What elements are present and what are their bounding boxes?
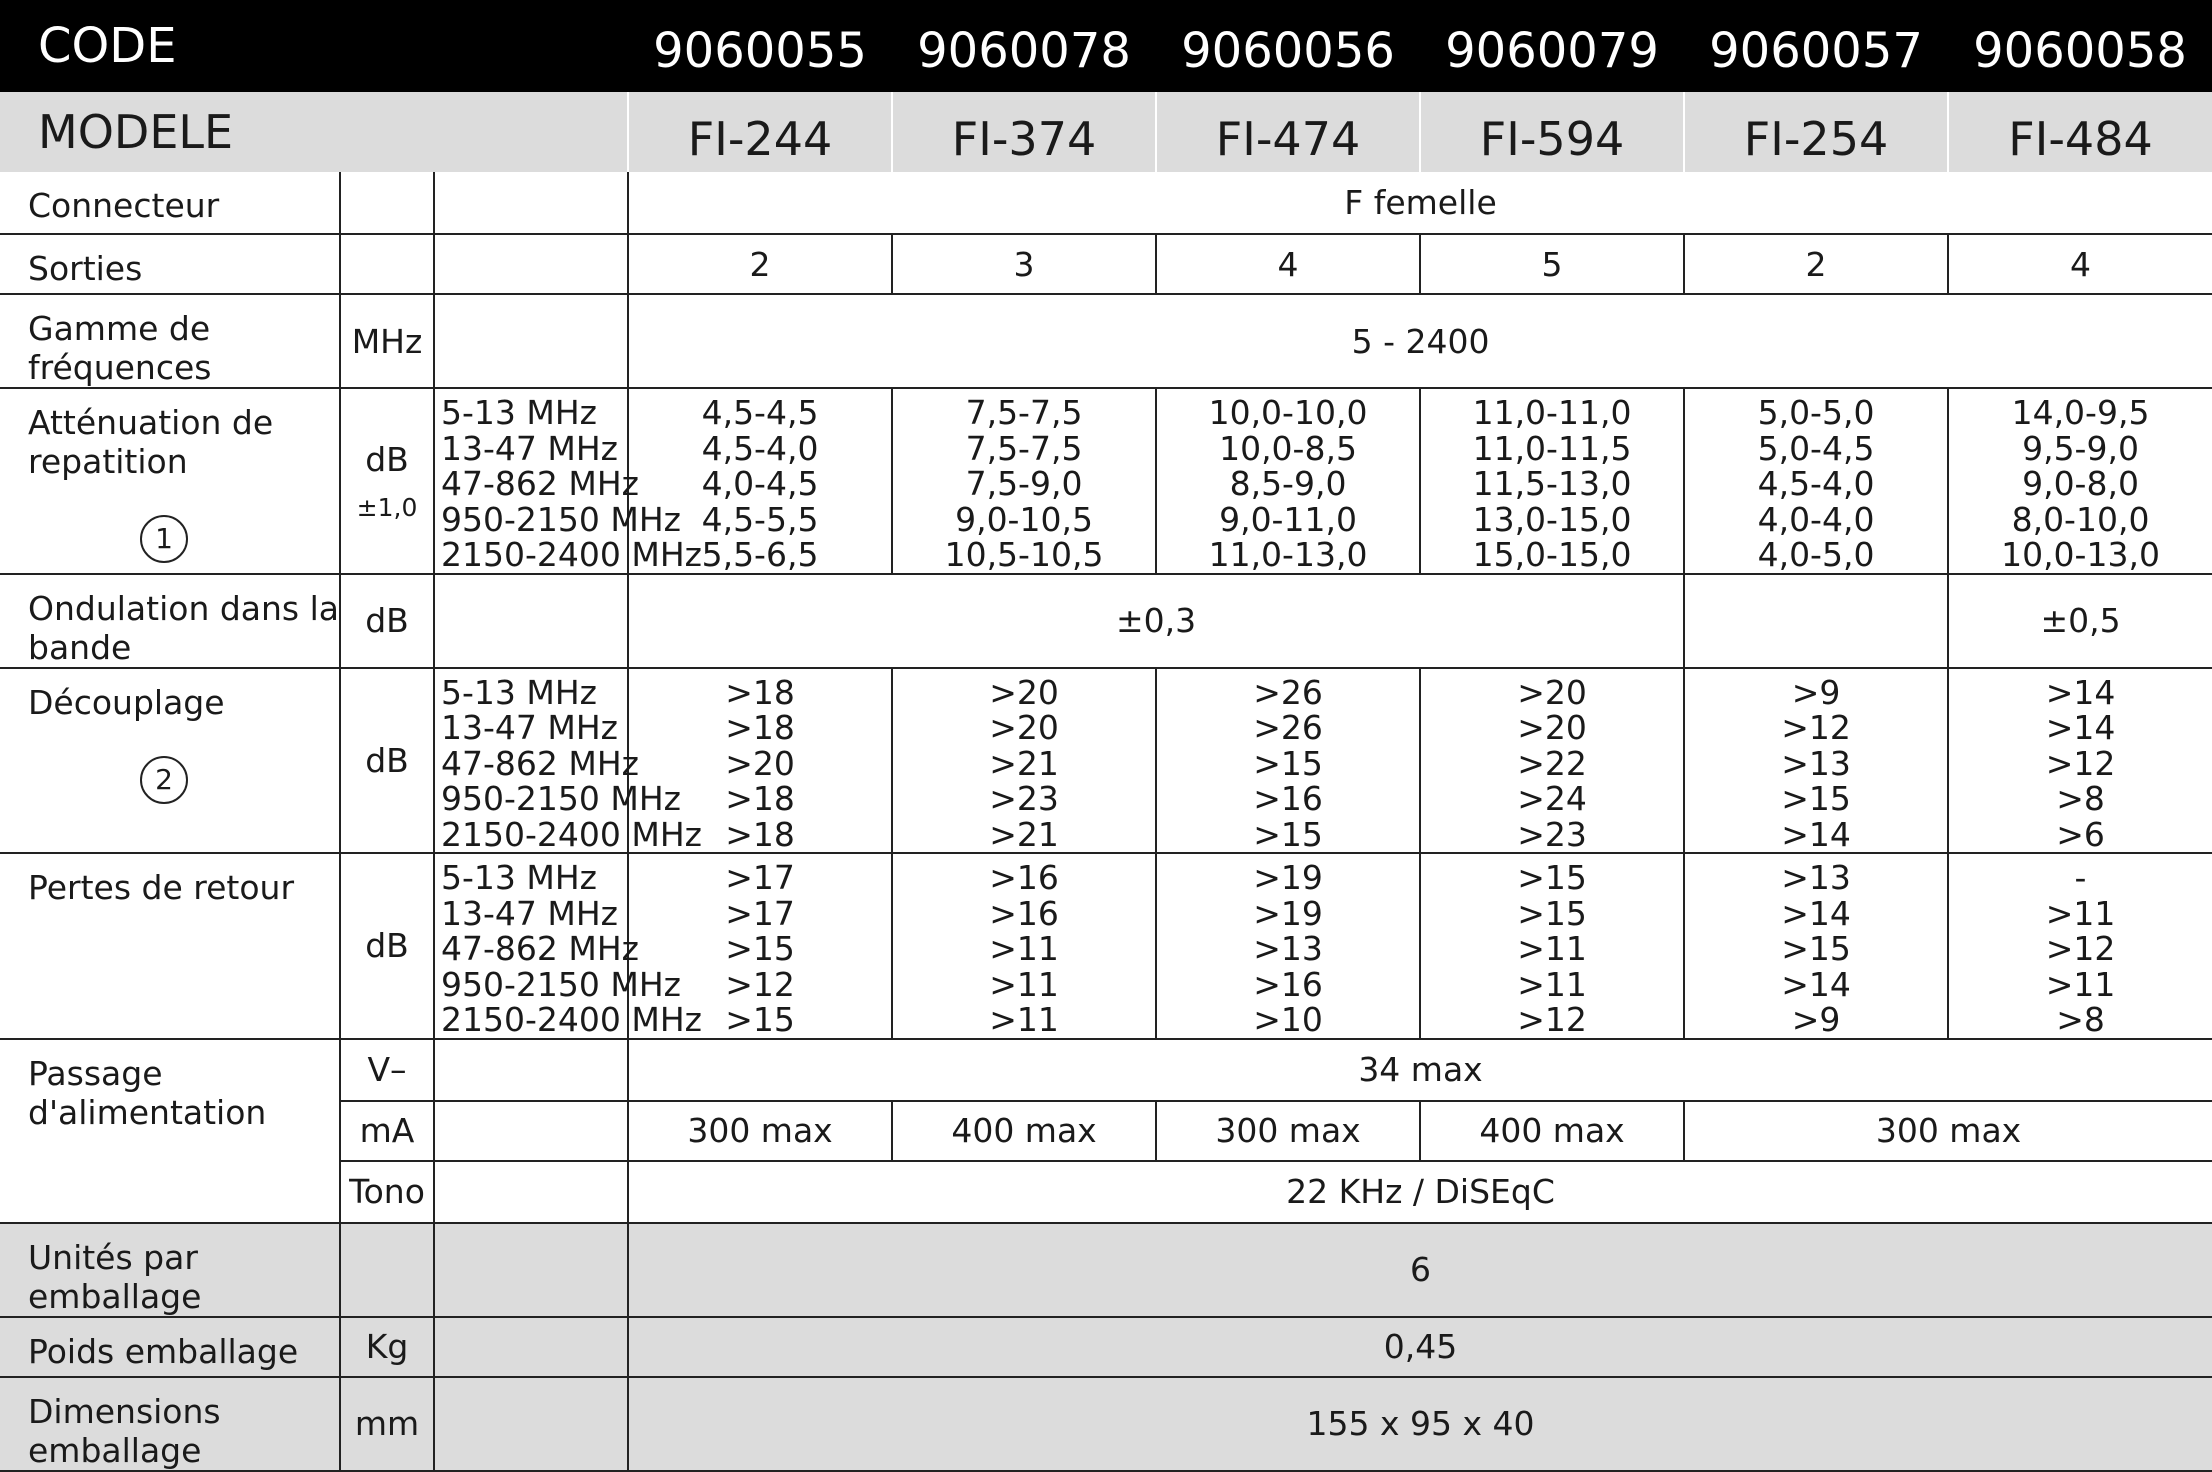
sorties-value: 4	[1948, 234, 2212, 294]
spec-value: >11	[989, 929, 1059, 968]
spec-value: >9	[1791, 1000, 1841, 1039]
decouplage-col	[1684, 668, 1948, 854]
pertes-col	[1156, 853, 1420, 1039]
model-value: FI-484	[1948, 92, 2212, 172]
attenuation-unit: dB	[365, 439, 409, 479]
spec-value: >15	[1517, 858, 1587, 897]
current-value: 400 max	[1420, 1101, 1684, 1161]
freq-band-label: 950-2150 MHz	[441, 499, 681, 539]
code-row	[0, 0, 2212, 92]
freq-band-label: 47-862 MHz	[441, 929, 639, 968]
spec-value: >15	[1253, 743, 1323, 783]
spec-value: >23	[989, 779, 1059, 818]
spec-value: 4,5-4,5	[701, 393, 819, 432]
row-gamme	[0, 294, 2212, 388]
spec-value: >10	[1253, 1000, 1323, 1039]
spec-value: >23	[1517, 814, 1587, 854]
spec-value: >11	[2045, 893, 2116, 933]
spec-value: 7,5-7,5	[965, 393, 1083, 432]
spec-value: >16	[989, 893, 1059, 933]
unit-cell: dB	[340, 574, 434, 668]
model-value: FI-474	[1156, 92, 1420, 172]
decouplage-label: Découplage	[28, 682, 225, 722]
spec-value: >18	[725, 779, 795, 818]
sorties-value: 4	[1156, 234, 1420, 294]
sorties-value: 2	[628, 234, 892, 294]
spec-value: >18	[725, 672, 795, 712]
connecteur-value: F femelle	[628, 172, 2212, 234]
poids-value: 0,45	[628, 1317, 2212, 1377]
spec-value: 7,5-9,0	[965, 464, 1083, 503]
freq-band-label: 950-2150 MHz	[441, 964, 681, 1004]
current-value: 300 max	[628, 1101, 892, 1161]
spec-value: >16	[1253, 779, 1323, 818]
spec-value: >20	[725, 743, 795, 783]
freq-band-label: 5-13 MHz	[441, 393, 597, 432]
sub-cell	[434, 294, 628, 388]
freq-bands	[434, 668, 702, 854]
spec-value: >19	[1253, 858, 1323, 897]
decouplage-col	[1948, 668, 2212, 854]
spec-value: 11,0-11,5	[1472, 428, 1632, 468]
unit-cell: dB	[340, 853, 434, 1039]
spec-value: 11,5-13,0	[1472, 464, 1632, 503]
spec-value: >6	[2056, 814, 2105, 854]
decouplage-col	[892, 668, 1156, 854]
sub-cell	[434, 1317, 628, 1377]
spec-value: >14	[1781, 964, 1851, 1004]
sub-cell	[434, 1223, 628, 1317]
sorties-value: 5	[1420, 234, 1684, 294]
spec-value: 10,0-13,0	[2001, 535, 2160, 574]
spec-value: 15,0-15,0	[1472, 535, 1632, 574]
spec-value: 4,5-4,0	[701, 428, 819, 468]
spec-value: 9,5-9,0	[2022, 428, 2139, 468]
row-label: Pertes de retour	[0, 853, 340, 1039]
spec-value: 4,5-4,0	[1757, 464, 1875, 503]
spec-value: >16	[1253, 964, 1323, 1004]
freq-band-label: 2150-2400 MHz	[441, 814, 702, 854]
freq-band-label: 950-2150 MHz	[441, 779, 681, 818]
unit-cell: Kg	[340, 1317, 434, 1377]
spec-value: >15	[725, 929, 795, 968]
spec-value: 8,5-9,0	[1229, 464, 1347, 503]
spec-value: 10,0-8,5	[1219, 428, 1357, 468]
ondulation-value: ±0,5	[1948, 574, 2212, 668]
decouplage-col	[1156, 668, 1420, 854]
spec-value: >17	[725, 858, 795, 897]
row-label: Poids emballage	[0, 1317, 340, 1377]
freq-band-label: 5-13 MHz	[441, 858, 597, 897]
spec-value: >11	[1517, 964, 1587, 1004]
spec-value: >13	[1781, 743, 1851, 783]
pertes-col	[1948, 853, 2212, 1039]
freq-band-label: 13-47 MHz	[441, 893, 618, 933]
row-label: Connecteur	[0, 172, 340, 234]
freq-band-label: 5-13 MHz	[441, 672, 597, 712]
sub-cell	[434, 1377, 628, 1471]
unit-cell: mA	[340, 1101, 434, 1161]
spec-value: 10,5-10,5	[944, 535, 1104, 574]
row-label: Gamme de fréquences	[0, 294, 340, 388]
spec-value: >20	[1517, 708, 1587, 747]
row-ondulation	[0, 574, 2212, 668]
decouplage-col	[1420, 668, 1684, 854]
freq-band-label: 13-47 MHz	[441, 708, 618, 747]
voltage-value: 34 max	[628, 1039, 2212, 1101]
sorties-value: 3	[892, 234, 1156, 294]
spec-value: >18	[725, 708, 795, 747]
sub-cell	[434, 1039, 628, 1101]
spec-value: >11	[1517, 929, 1587, 968]
attenuation-col	[892, 388, 1156, 574]
row-label: Sorties	[0, 234, 340, 294]
attenuation-col	[1948, 388, 2212, 574]
spec-value: >13	[1253, 929, 1323, 968]
spec-value: >12	[2045, 929, 2116, 968]
row-label: Unités par emballage	[0, 1223, 340, 1317]
spec-value: 4,0-4,0	[1757, 499, 1875, 539]
attenuation-label: Atténuation de repatition	[28, 403, 274, 481]
row-sorties	[0, 234, 2212, 294]
sub-cell	[434, 574, 628, 668]
unit-cell: dB	[340, 668, 434, 854]
spec-value: >8	[2056, 1000, 2105, 1039]
unit-cell	[340, 234, 434, 294]
spec-value: >11	[989, 964, 1059, 1004]
row-alimentation-v	[0, 1039, 2212, 1101]
dimensions-value: 155 x 95 x 40	[628, 1377, 2212, 1471]
freq-band-label: 47-862 MHz	[441, 464, 639, 503]
spec-value: >13	[1781, 858, 1851, 897]
spec-value: >12	[725, 964, 795, 1004]
spec-value: >21	[989, 814, 1059, 854]
unit-cell: MHz	[340, 294, 434, 388]
attenuation-col	[1420, 388, 1684, 574]
spec-value: >22	[1517, 743, 1587, 783]
sub-cell	[434, 1101, 628, 1161]
row-decouplage	[0, 668, 2212, 854]
unit-cell: Tono	[340, 1161, 434, 1223]
spec-value: 10,0-10,0	[1208, 393, 1368, 432]
row-poids	[0, 1317, 2212, 1377]
spec-value: >24	[1517, 779, 1587, 818]
spec-value: >11	[2045, 964, 2116, 1004]
row-label: Ondulation dans la bande	[0, 574, 340, 668]
spec-value: >8	[2056, 779, 2105, 818]
attenuation-col	[1156, 388, 1420, 574]
spec-value: >15	[1517, 893, 1587, 933]
row-label: Dimensions emballage	[0, 1377, 340, 1471]
spec-value: 14,0-9,5	[2011, 393, 2150, 432]
gamme-value: 5 - 2400	[628, 294, 2212, 388]
attenuation-tolerance: ±1,0	[356, 492, 418, 522]
freq-band-label: 13-47 MHz	[441, 428, 618, 468]
code-value: 9060055	[628, 0, 892, 92]
unit-cell	[340, 172, 434, 234]
attenuation-col	[1684, 388, 1948, 574]
spec-value: >15	[1781, 929, 1851, 968]
spec-value: 11,0-13,0	[1208, 535, 1368, 574]
spec-value: >26	[1253, 708, 1323, 747]
row-attenuation	[0, 388, 2212, 574]
spec-value: >12	[2045, 743, 2116, 783]
model-value: FI-594	[1420, 92, 1684, 172]
sub-cell	[434, 234, 628, 294]
freq-band-label: 2150-2400 MHz	[441, 535, 702, 574]
code-value: 9060057	[1684, 0, 1948, 92]
spec-value: 8,0-10,0	[2011, 499, 2150, 539]
model-value: FI-374	[892, 92, 1156, 172]
row-connecteur	[0, 172, 2212, 234]
model-label: MODELE	[0, 92, 628, 172]
spec-value: >11	[989, 1000, 1059, 1039]
spec-value: 5,0-4,5	[1757, 428, 1875, 468]
row-pertes	[0, 853, 2212, 1039]
freq-bands	[434, 853, 702, 1039]
spec-value: >18	[725, 814, 795, 854]
spec-value: 5,5-6,5	[701, 535, 819, 574]
model-value: FI-244	[628, 92, 892, 172]
spec-value: >19	[1253, 893, 1323, 933]
spec-value: 7,5-7,5	[965, 428, 1083, 468]
spec-value: 11,0-11,0	[1472, 393, 1632, 432]
model-value: FI-254	[1684, 92, 1948, 172]
current-value: 300 max	[1684, 1101, 2212, 1161]
unit-cell: V–	[340, 1039, 434, 1101]
spec-value: 4,0-5,0	[1757, 535, 1875, 574]
code-value: 9060078	[892, 0, 1156, 92]
spec-value: >20	[989, 672, 1059, 712]
unit-cell	[340, 1223, 434, 1317]
spec-value: 4,0-4,5	[701, 464, 819, 503]
sub-cell	[434, 172, 628, 234]
code-value: 9060056	[1156, 0, 1420, 92]
spec-value: >21	[989, 743, 1059, 783]
spec-value: >20	[1517, 672, 1587, 712]
row-dimensions	[0, 1377, 2212, 1471]
spec-value: >14	[1781, 814, 1851, 854]
spec-value: >14	[2045, 708, 2116, 747]
spec-value: >12	[1781, 708, 1851, 747]
row-label	[0, 388, 340, 574]
note-2-badge: 2	[140, 756, 188, 804]
row-unites	[0, 1223, 2212, 1317]
spec-value: >14	[2045, 672, 2116, 712]
spec-value: >15	[725, 1000, 795, 1039]
freq-band-label: 2150-2400 MHz	[441, 1000, 702, 1039]
spec-value: >26	[1253, 672, 1323, 712]
note-1-badge: 1	[140, 515, 188, 563]
tono-value: 22 KHz / DiSEqC	[628, 1161, 2212, 1223]
spec-value: >12	[1517, 1000, 1587, 1039]
sorties-value: 2	[1684, 234, 1948, 294]
model-row	[0, 92, 2212, 172]
spec-value: >16	[989, 858, 1059, 897]
spec-value: >15	[1781, 779, 1851, 818]
spec-value: >20	[989, 708, 1059, 747]
spec-value: 9,0-8,0	[2022, 464, 2139, 503]
current-value: 400 max	[892, 1101, 1156, 1161]
spec-value: 9,0-11,0	[1219, 499, 1357, 539]
code-label: CODE	[0, 0, 628, 92]
unit-cell: mm	[340, 1377, 434, 1471]
spec-value: >15	[1253, 814, 1323, 854]
code-value: 9060079	[1420, 0, 1684, 92]
sub-cell	[434, 1161, 628, 1223]
spec-value: >14	[1781, 893, 1851, 933]
ondulation-value: ±0,3	[628, 574, 1684, 668]
row-label	[0, 668, 340, 854]
spec-value: 9,0-10,5	[955, 499, 1093, 539]
spec-value: >17	[725, 893, 795, 933]
empty-cell	[1684, 574, 1948, 668]
current-value: 300 max	[1156, 1101, 1420, 1161]
spec-value: -	[2074, 858, 2087, 897]
pertes-col	[892, 853, 1156, 1039]
row-label: Passage d'alimentation	[0, 1039, 340, 1223]
code-value: 9060058	[1948, 0, 2212, 92]
pertes-col	[1684, 853, 1948, 1039]
spec-value: 5,0-5,0	[1757, 393, 1875, 432]
freq-band-label: 47-862 MHz	[441, 743, 639, 783]
unit-cell	[340, 388, 434, 574]
spec-value: 13,0-15,0	[1472, 499, 1632, 539]
spec-value: >9	[1791, 672, 1841, 712]
freq-bands	[434, 388, 702, 574]
pertes-col	[1420, 853, 1684, 1039]
unites-value: 6	[628, 1223, 2212, 1317]
spec-value: 4,5-5,5	[701, 499, 819, 539]
